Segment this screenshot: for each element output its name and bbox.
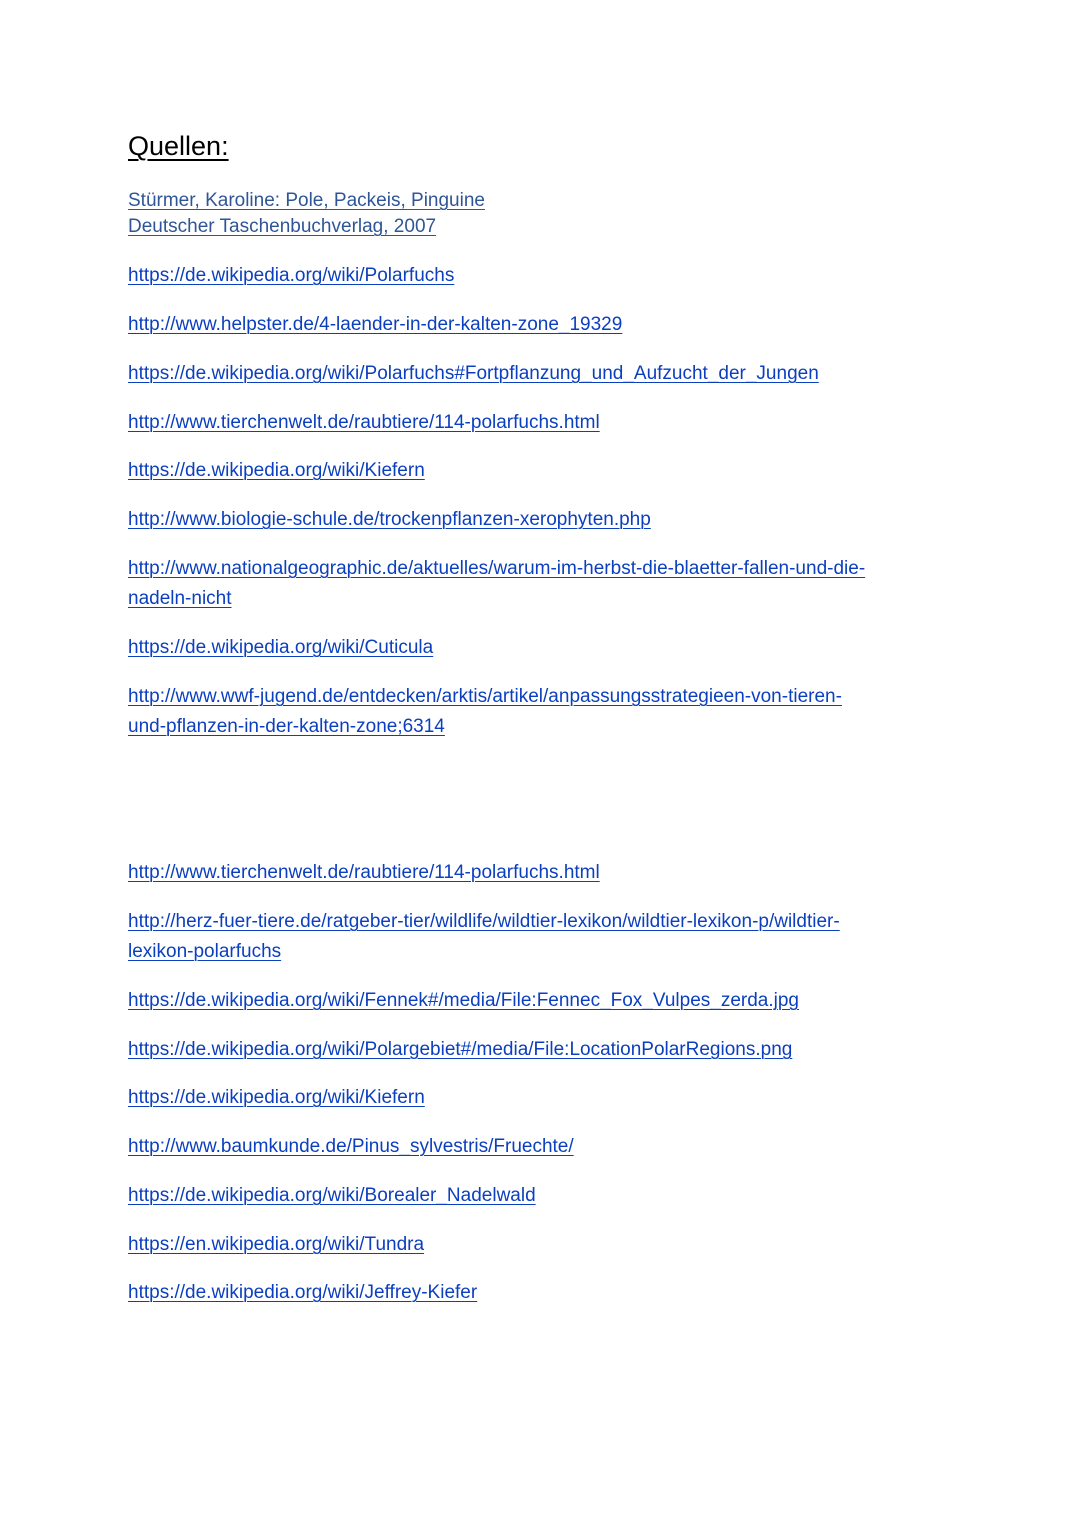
book-reference-line-1: Stürmer, Karoline: Pole, Packeis, Pinguine (128, 190, 485, 211)
source-link[interactable] (128, 408, 948, 438)
source-link-line-1: https://de.wikipedia.org/wiki/Polargebiet#/media/File:LocationPolarRegions.png (128, 1039, 793, 1060)
source-link[interactable] (128, 456, 948, 486)
source-link[interactable] (128, 505, 948, 535)
source-link-line-1: https://de.wikipedia.org/wiki/Cuticula (128, 637, 434, 658)
source-link-line-1: https://de.wikipedia.org/wiki/Kiefern (128, 1087, 425, 1108)
source-link[interactable] (128, 261, 948, 291)
source-link[interactable] (128, 310, 948, 340)
source-link-line-1: http://herz-fuer-tiere.de/ratgeber-tier/wildlife/wildtier-lexikon/wildtier-lexikon-p/wildtier- (128, 911, 840, 932)
source-link[interactable] (128, 1132, 948, 1162)
source-link-line-1: https://de.wikipedia.org/wiki/Jeffrey-Kiefer (128, 1282, 478, 1303)
source-link-line-1: https://en.wikipedia.org/wiki/Tundra (128, 1234, 425, 1255)
source-link-line-1: http://www.nationalgeographic.de/aktuelles/warum-im-herbst-die-blaetter-fallen-und-die- (128, 558, 866, 579)
source-link[interactable] (128, 633, 948, 663)
source-link[interactable] (128, 554, 948, 614)
source-link-line-1: http://www.helpster.de/4-laender-in-der-kalten-zone_19329 (128, 314, 623, 335)
source-link[interactable] (128, 986, 948, 1016)
source-link-line-1: http://www.wwf-jugend.de/entdecken/arktis/artikel/anpassungsstrategieen-von-tieren- (128, 686, 842, 707)
book-reference[interactable] (128, 188, 948, 240)
source-link[interactable] (128, 1278, 948, 1308)
source-link-line-2: und-pflanzen-in-der-kalten-zone;6314 (128, 716, 445, 737)
source-link-line-1: https://de.wikipedia.org/wiki/Kiefern (128, 460, 425, 481)
source-link-line-1: http://www.tierchenwelt.de/raubtiere/114-polarfuchs.html (128, 862, 600, 883)
source-link[interactable] (128, 1035, 948, 1065)
source-link[interactable] (128, 1083, 948, 1113)
source-link[interactable] (128, 682, 948, 742)
source-link[interactable] (128, 858, 948, 888)
source-link-line-1: http://www.baumkunde.de/Pinus_sylvestris/Fruechte/ (128, 1136, 574, 1157)
source-link-line-1: https://de.wikipedia.org/wiki/Polarfuchs (128, 265, 455, 286)
source-link-line-2: lexikon-polarfuchs (128, 941, 282, 962)
source-link-line-1: http://www.biologie-schule.de/trockenpflanzen-xerophyten.php (128, 509, 651, 530)
source-link-line-1: https://de.wikipedia.org/wiki/Fennek#/media/File:Fennec_Fox_Vulpes_zerda.jpg (128, 990, 799, 1011)
source-link-line-1: http://www.tierchenwelt.de/raubtiere/114-polarfuchs.html (128, 412, 600, 433)
source-link-line-1: https://de.wikipedia.org/wiki/Borealer_Nadelwald (128, 1185, 536, 1206)
sources-heading: Quellen: (128, 131, 229, 161)
book-reference-line-2: Deutscher Taschenbuchverlag, 2007 (128, 216, 437, 237)
source-link[interactable] (128, 1230, 948, 1260)
source-link[interactable] (128, 359, 948, 389)
source-link-line-1: https://de.wikipedia.org/wiki/Polarfuchs#Fortpflanzung_und_Aufzucht_der_Jungen (128, 363, 819, 384)
source-link[interactable] (128, 1181, 948, 1211)
source-link[interactable] (128, 907, 948, 967)
source-link-line-2: nadeln-nicht (128, 588, 232, 609)
